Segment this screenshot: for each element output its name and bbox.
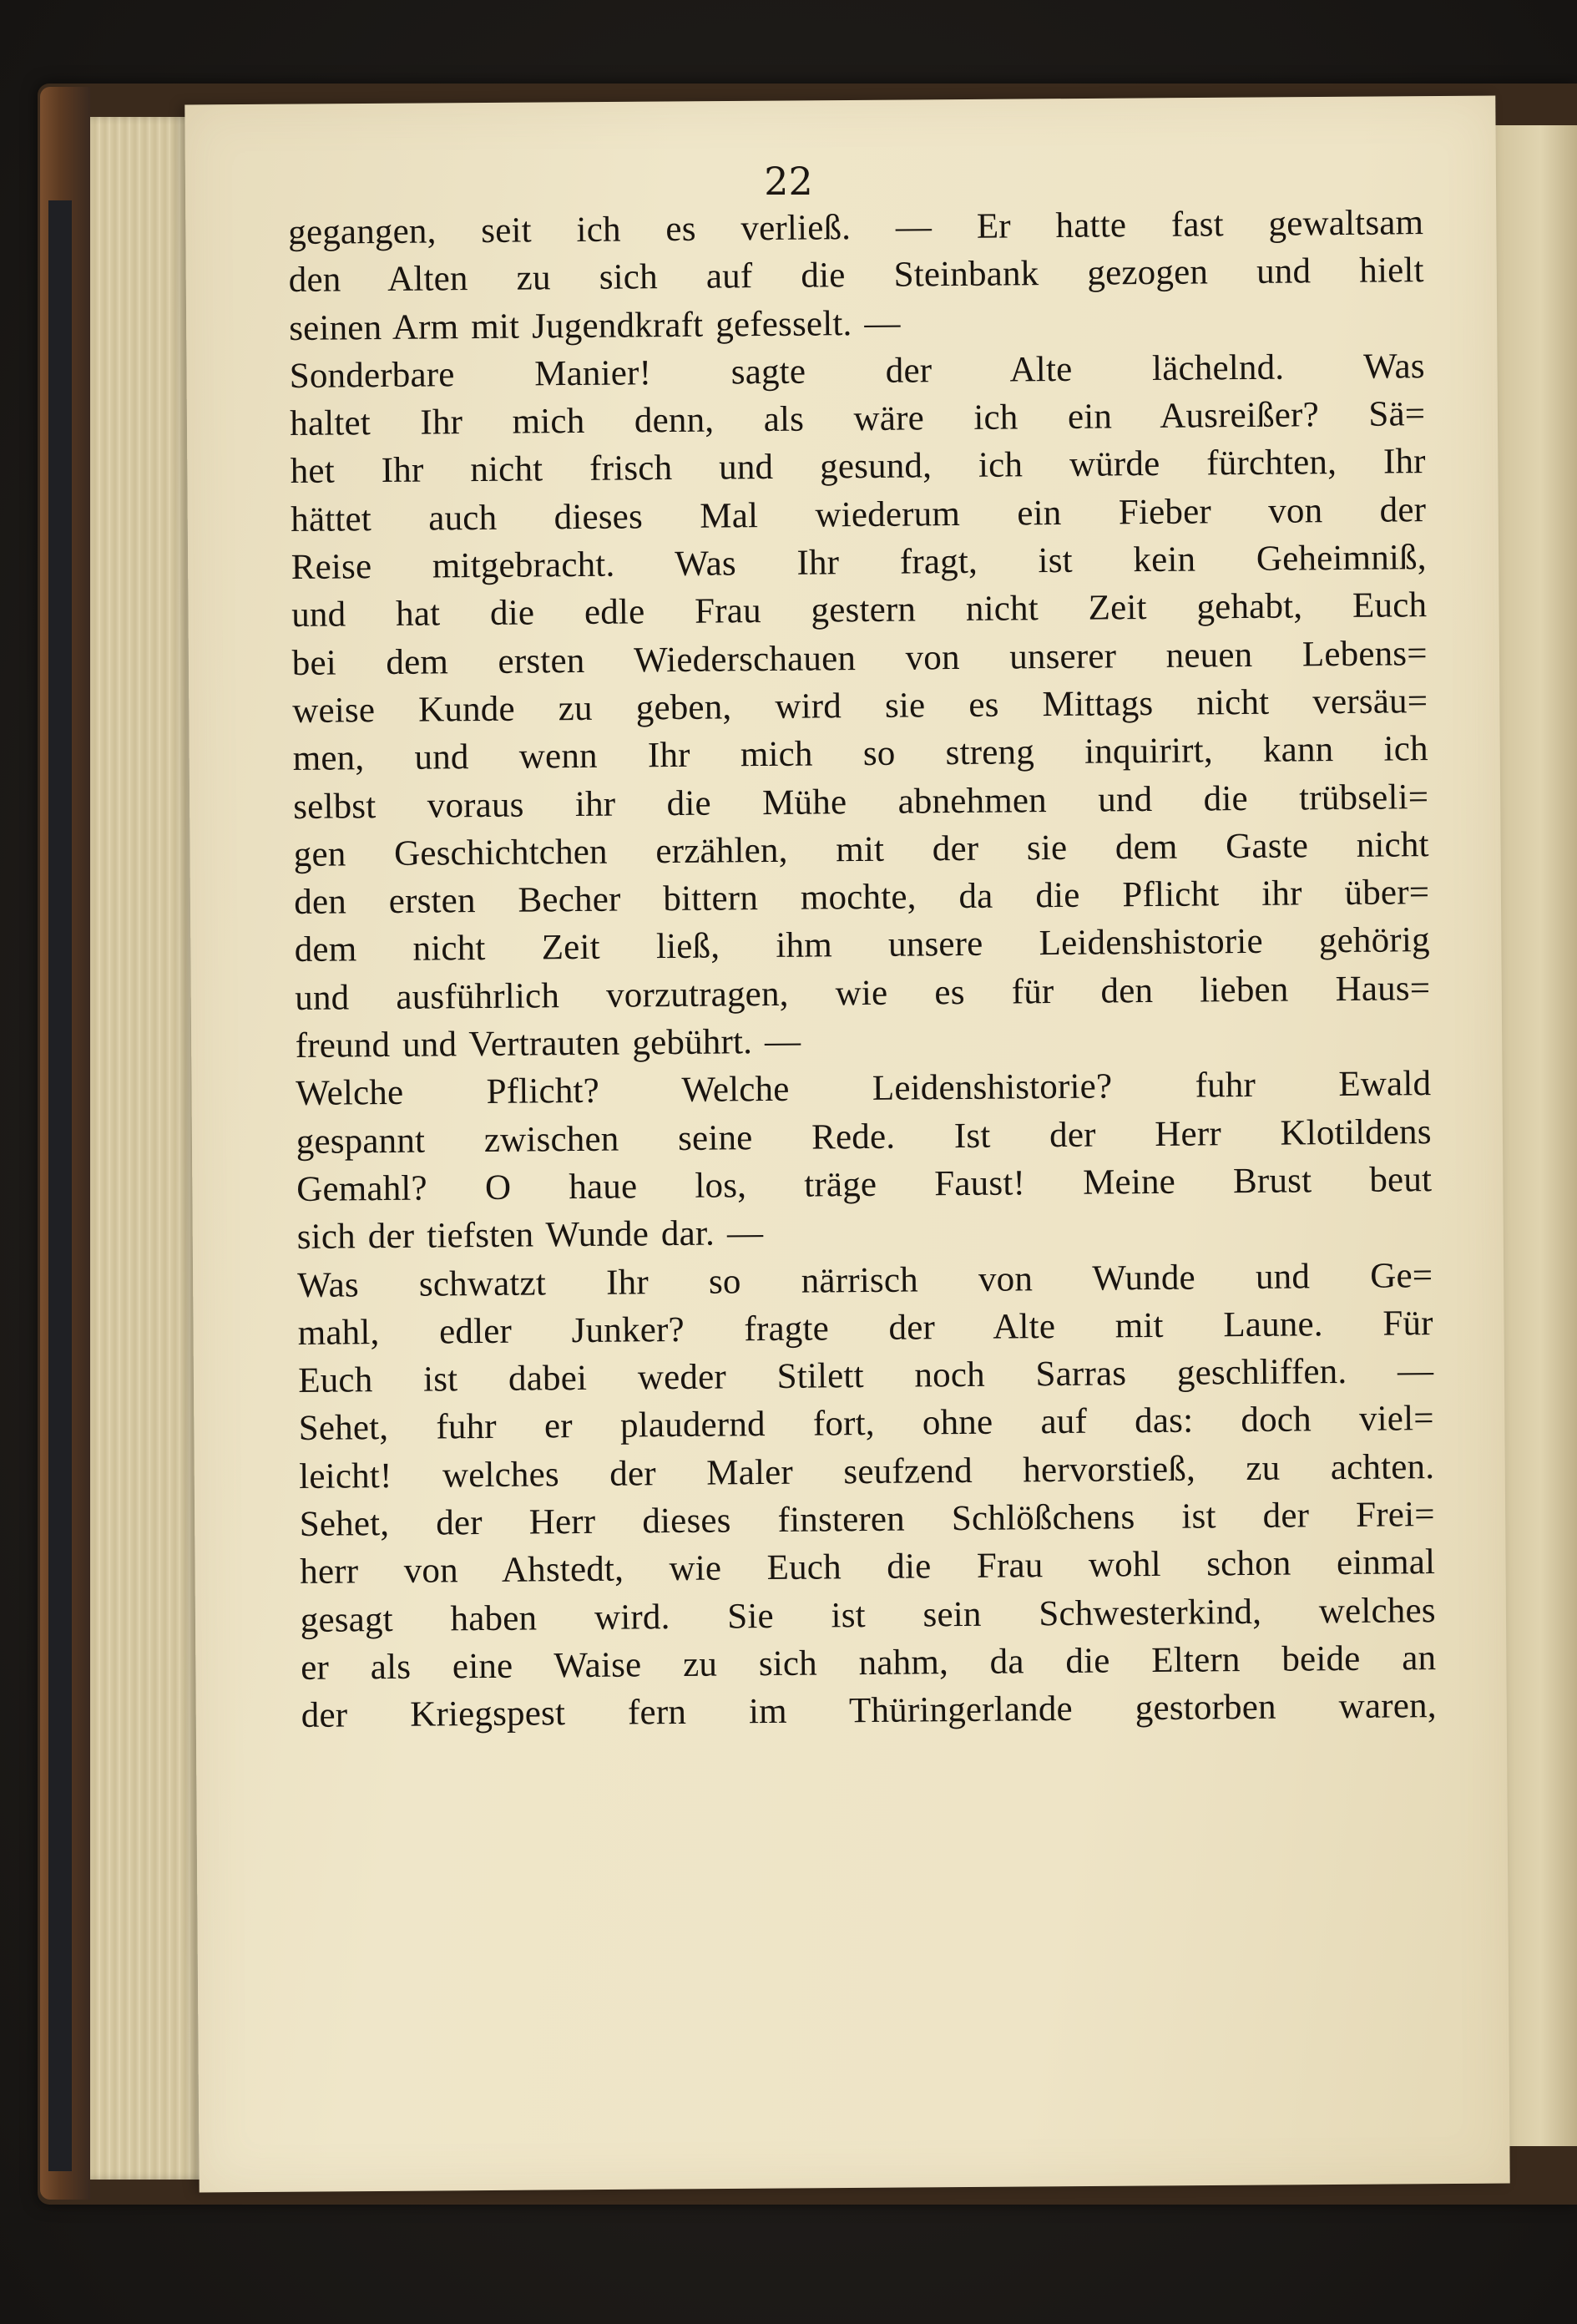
text-line: sich der tiefsten Wunde dar. —	[296, 1213, 764, 1258]
text-line: men, und wenn Ihr mich so streng inquirirt, kann ich	[292, 729, 1428, 779]
text-line: Gemahl? O haue los, träge Faust! Meine Brust beut	[296, 1160, 1433, 1209]
book-spine-cloth	[48, 200, 72, 2171]
text-line: gen Geschichtchen erzählen, mit der sie dem Gaste nicht	[293, 824, 1429, 874]
text-line: selbst voraus ihr die Mühe abnehmen und die trübseli=	[293, 777, 1429, 827]
text-line: herr von Ahstedt, wie Euch die Frau wohl schon einmal	[300, 1542, 1436, 1592]
page-number: 22	[764, 159, 813, 204]
text-line: Welche Pflicht? Welche Leidenshistorie? fuhr Ewald	[296, 1064, 1432, 1114]
text-line: und ausführlich vorzutragen, wie es für den lieben Haus=	[295, 968, 1431, 1018]
text-line: Sehet, der Herr dieses finsteren Schlößchens ist der Frei=	[299, 1495, 1435, 1544]
text-line: gegangen, seit ich es verließ. — Er hatte fast gewaltsam	[288, 203, 1424, 252]
text-line: leicht! welches der Maler seufzend hervorstieß, zu achten.	[299, 1446, 1435, 1496]
text-line: gespannt zwischen seine Rede. Ist der Herr Klotildens	[296, 1111, 1432, 1162]
text-line: bei dem ersten Wiederschauen von unserer neuen Lebens=	[291, 633, 1428, 683]
text-line: und hat die edle Frau gestern nicht Zeit gehabt, Euch	[291, 585, 1428, 635]
body-text	[288, 199, 1437, 1739]
text-line: seinen Arm mit Jugendkraft gefesselt. —	[289, 303, 901, 348]
text-line: het Ihr nicht frisch und gesund, ich würde fürchten, Ihr	[290, 442, 1426, 492]
text-line: den ersten Becher bittern mochte, da die Pflicht ihr über=	[294, 873, 1430, 923]
text-line: er als eine Waise zu sich nahm, da die Eltern beide an	[301, 1638, 1437, 1688]
text-line: der Kriegspest fern im Thüringerlande gestorben waren,	[301, 1686, 1437, 1736]
text-line: dem nicht Zeit ließ, ihm unsere Leidenshistorie gehörig	[294, 920, 1430, 970]
text-line: Sehet, fuhr er plaudernd fort, ohne auf das: doch viel=	[298, 1399, 1434, 1449]
text-line: Reise mitgebracht. Was Ihr fragt, ist kein Geheimniß,	[291, 538, 1427, 588]
text-line: gesagt haben wird. Sie ist sein Schwesterkind, welches	[300, 1590, 1436, 1640]
text-line: Was schwatzt Ihr so närrisch von Wunde und Ge=	[297, 1255, 1433, 1305]
text-line: weise Kunde zu geben, wird sie es Mittags nicht versäu=	[292, 681, 1428, 731]
text-line: Sonderbare Manier! sagte der Alte lächelnd. Was	[289, 347, 1425, 396]
text-line: mahl, edler Junker? fragte der Alte mit Laune. Für	[297, 1303, 1433, 1353]
text-line: haltet Ihr mich denn, als wäre ich ein Ausreißer? Sä=	[290, 394, 1426, 444]
text-line: hättet auch dieses Mal wiederum ein Fieber von der	[291, 489, 1427, 539]
text-line: Euch ist dabei weder Stilett noch Sarras geschliffen. —	[298, 1351, 1434, 1401]
text-line: den Alten zu sich auf die Steinbank gezogen und hielt	[288, 251, 1424, 301]
text-line: freund und Vertrauten gebührt. —	[295, 1021, 801, 1066]
